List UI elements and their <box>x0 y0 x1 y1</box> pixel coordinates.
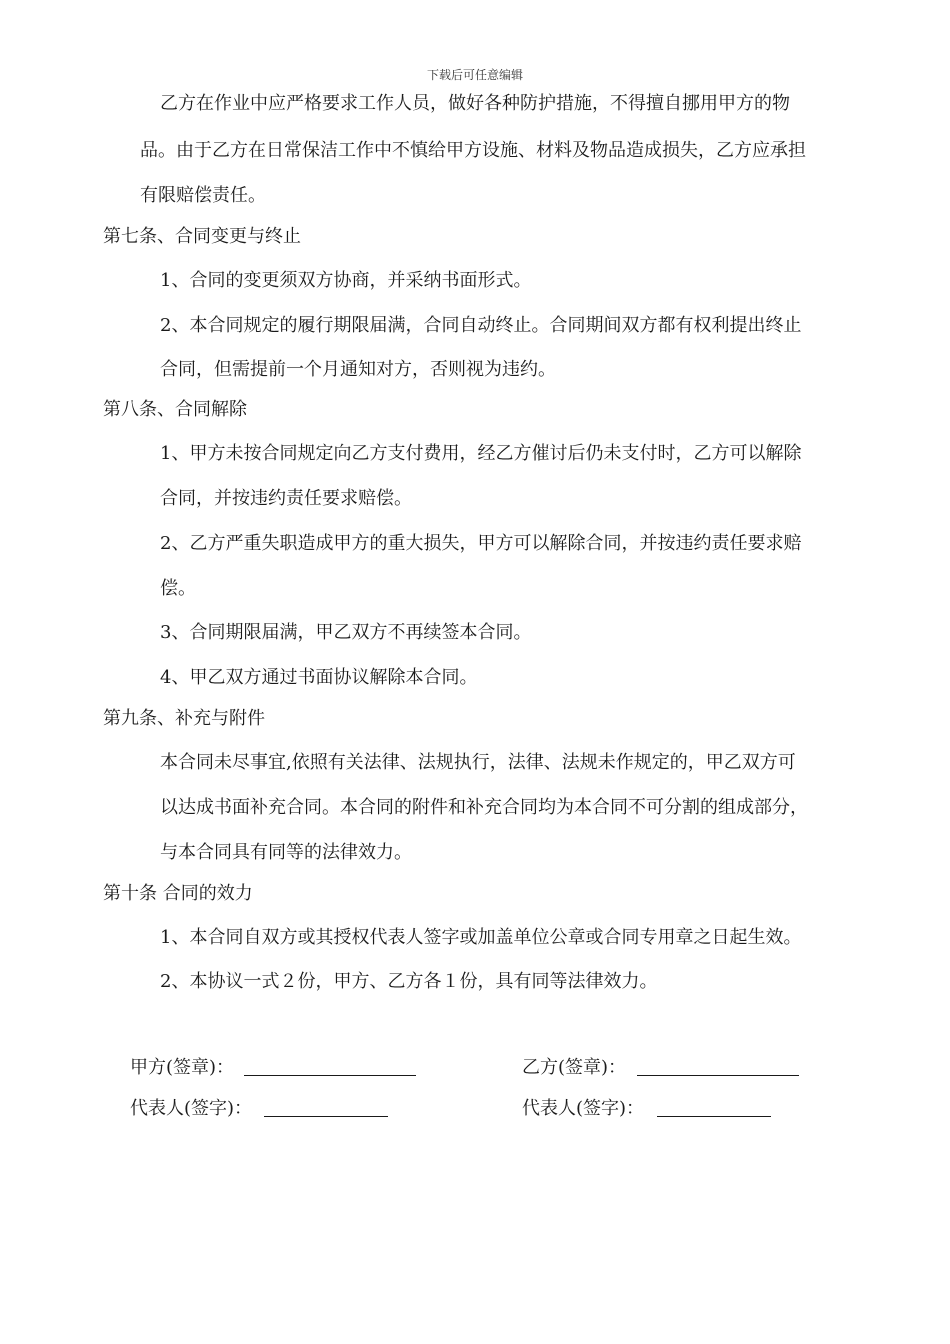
article-8-title: 第八条、合同解除 <box>103 399 247 420</box>
party-b-seal-blank[interactable] <box>637 1075 799 1076</box>
article-10-title: 第十条 合同的效力 <box>103 883 253 904</box>
article-10-item-1: 1、本合同自双方或其授权代表人签字或加盖单位公章或合同专用章之日起生效。 <box>160 927 802 948</box>
party-b-rep-label: 代表人(签字)： <box>522 1098 645 1119</box>
page-header-note: 下载后可任意编辑 <box>426 68 523 82</box>
article-9-line-1: 本合同未尽事宜,依照有关法律、法规执行，法律、法规未作规定的，甲乙双方可 <box>160 752 796 773</box>
party-a-seal-blank[interactable] <box>244 1075 416 1076</box>
article-7-item-2-line-2: 合同，但需提前一个月通知对方，否则视为违约。 <box>160 359 556 380</box>
party-b-seal-label: 乙方(签章)： <box>522 1057 627 1078</box>
article-10-item-2: 2、本协议一式２份，甲方、乙方各１份，具有同等法律效力。 <box>160 971 658 992</box>
article-8-item-2-line-1: 2、乙方严重失职造成甲方的重大损失，甲方可以解除合同，并按违约责任要求赔 <box>160 533 802 554</box>
article-7-title: 第七条、合同变更与终止 <box>103 226 301 247</box>
article-7-item-1: 1、合同的变更须双方协商，并采纳书面形式。 <box>160 270 532 291</box>
article-9-line-3: 与本合同具有同等的法律效力。 <box>160 842 412 863</box>
party-a-rep-blank[interactable] <box>264 1116 388 1117</box>
article-8-item-2-line-2: 偿。 <box>160 578 196 599</box>
party-a-seal-label: 甲方(签章)： <box>130 1057 235 1078</box>
article-8-item-3: 3、合同期限届满，甲乙双方不再续签本合同。 <box>160 622 532 643</box>
article-8-item-1-line-2: 合同，并按违约责任要求赔偿。 <box>160 488 412 509</box>
party-a-rep-label: 代表人(签字)： <box>130 1098 253 1119</box>
article-9-title: 第九条、补充与附件 <box>103 708 265 729</box>
intro-line-2: 品。由于乙方在日常保洁工作中不慎给甲方设施、材料及物品造成损失，乙方应承担 <box>140 140 806 161</box>
party-b-rep-blank[interactable] <box>657 1116 771 1117</box>
article-9-line-2: 以达成书面补充合同。本合同的附件和补充合同均为本合同不可分割的组成部分， <box>160 797 808 818</box>
article-8-item-1-line-1: 1、甲方未按合同规定向乙方支付费用，经乙方催讨后仍未支付时，乙方可以解除 <box>160 443 802 464</box>
intro-line-1: 乙方在作业中应严格要求工作人员，做好各种防护措施，不得擅自挪用甲方的物 <box>160 93 790 114</box>
article-8-item-4: 4、甲乙双方通过书面协议解除本合同。 <box>160 667 478 688</box>
article-7-item-2-line-1: 2、本合同规定的履行期限届满，合同自动终止。合同期间双方都有权利提出终止 <box>160 315 802 336</box>
intro-line-3: 有限赔偿责任。 <box>140 185 266 206</box>
